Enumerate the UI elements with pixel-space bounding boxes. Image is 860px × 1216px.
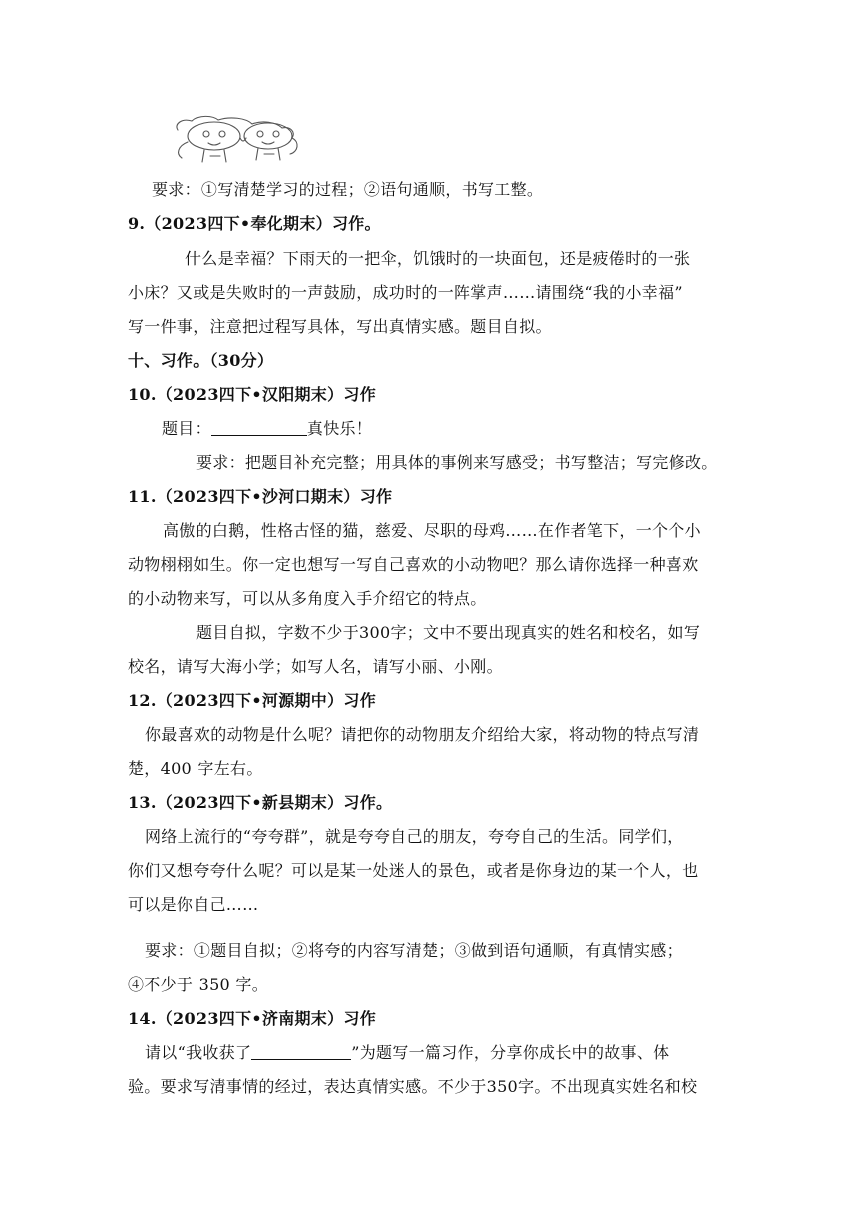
text-line: 你最喜欢的动物是什么呢？请把你的动物朋友介绍给大家，将动物的特点写清 — [145, 725, 700, 744]
text-line: ④不少于 350 字。 — [128, 975, 269, 994]
question-heading: 10.（2023四下•汉阳期末）习作 — [128, 385, 376, 404]
text-line: 题目自拟，字数不少于300字；文中不要出现真实的姓名和校名，如写 — [196, 623, 701, 642]
text-line: 要求：把题目补充完整；用具体的事例来写感受；书写整洁；写完修改。 — [196, 453, 718, 472]
text-segment: 请以“我收获了 — [145, 1043, 252, 1062]
question-heading: 13.（2023四下•新县期末）习作。 — [128, 793, 393, 812]
text-line: 校名，请写大海小学；如写人名，请写小丽、小刚。 — [128, 657, 503, 676]
section-heading: 十、习作。（30分） — [128, 351, 274, 370]
text-line: 高傲的白鹅，性格古怪的猫，慈爱、尽职的母鸡……在作者笔下，一个个小 — [163, 521, 701, 540]
text-line: 可以是你自己…… — [128, 895, 259, 914]
text-line: 验。要求写清事情的经过，表达真情实感。不少于350字。不出现真实姓名和校 — [128, 1077, 698, 1096]
title-fill-line — [162, 419, 372, 439]
text-line: 你们又想夸夸什么呢？可以是某一处迷人的景色，或者是你身边的某一个人，也 — [128, 861, 699, 880]
text-line: 动物栩栩如生。你一定也想写一写自己喜欢的小动物吧？那么请你选择一种喜欢 — [128, 555, 699, 574]
question-heading: 11.（2023四下•沙河口期末）习作 — [128, 487, 393, 506]
question-heading: 9.（2023四下•奉化期末）习作。 — [128, 214, 381, 233]
text-line: 小床？又或是失败时的一声鼓励，成功时的一阵掌声……请围绕“我的小幸福” — [128, 283, 683, 302]
text-line: 写一件事，注意把过程写具体，写出真情实感。题目自拟。 — [128, 317, 552, 336]
text-line: 楚，400 字左右。 — [128, 759, 263, 778]
blank-underline — [211, 419, 307, 436]
text-segment: 真快乐！ — [306, 419, 373, 438]
text-line: 要求：①写清楚学习的过程；②语句通顺，书写工整。 — [152, 180, 544, 199]
text-line: 网络上流行的“夸夸群”，就是夸夸自己的朋友，夸夸自己的生活。同学们， — [145, 827, 684, 846]
blank-underline — [251, 1043, 351, 1060]
text-segment: 题目： — [162, 419, 211, 438]
question-heading: 12.（2023四下•河源期中）习作 — [128, 691, 376, 710]
text-line: 的小动物来写，可以从多角度入手介绍它的特点。 — [128, 589, 487, 608]
text-line: 什么是幸福？下雨天的一把伞，饥饿时的一块面包，还是疲倦时的一张 — [185, 249, 691, 268]
text-segment: ”为题写一篇习作，分享你成长中的故事、体 — [351, 1043, 670, 1062]
question-heading: 14.（2023四下•济南期末）习作 — [128, 1009, 376, 1028]
text-line: 要求：①题目自拟；②将夸的内容写清楚；③做到语句通顺，有真情实感； — [145, 941, 683, 960]
cartoon-child-illustration — [168, 112, 308, 164]
title-fill-line — [145, 1043, 669, 1063]
